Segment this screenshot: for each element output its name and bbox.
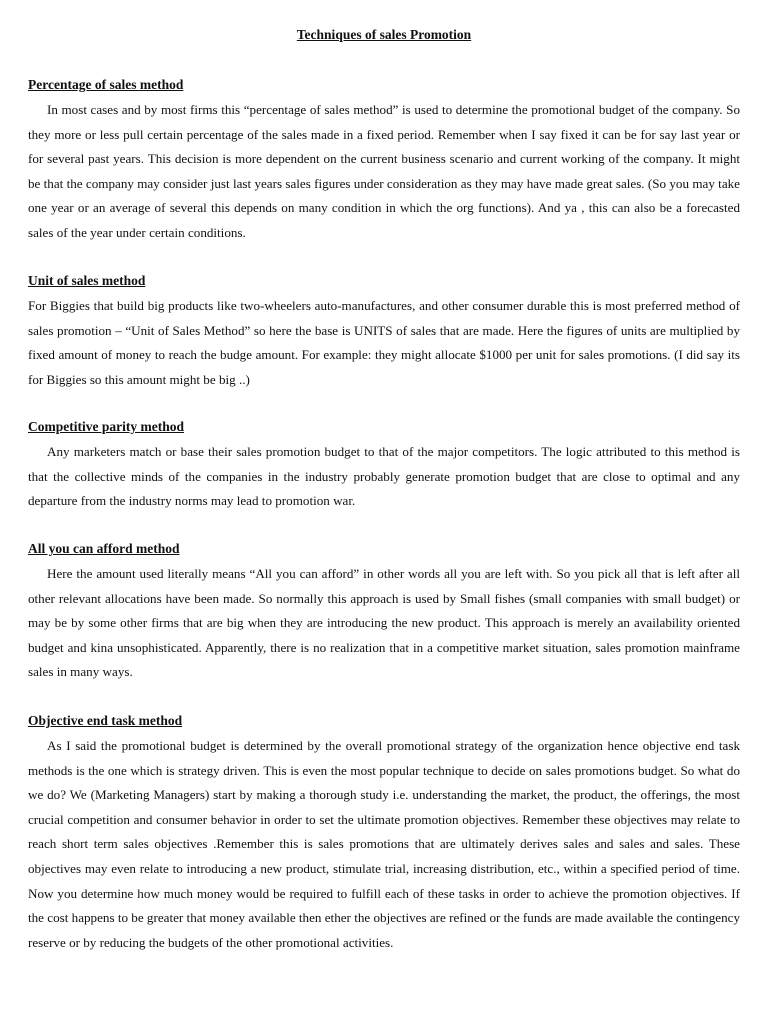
section-objective-end-task	[28, 712, 740, 955]
section-body: As I said the promotional budget is determined by the overall promotional strategy of the organization hence objective end task methods is the one which is strategy driven. This is even the most popular technique to decide on sales promotions budget. So what do we do? We (Marketing Managers) start by making a thorough study i.e. understanding the market, the product, the offerings, the most crucial competition and consumer behavior in order to set the ultimate promotion objectives. Remember these objectives may relate to reach short term sales objectives .Remember this is sales promotions that are ultimately derives sales and sales and sales. These objectives may even relate to introducing a new product, stimulate trial, increasing distribution, etc., within a specified period of time. Now you determine how much money would be required to fulfill each of these tasks in order to achieve the promotion objectives. If the cost happens to be greater that money available then ether the objectives are refined or the funds are made available the contingency reserve or by reducing the budgets of the other promotional activities.	[28, 738, 740, 950]
section-competitive-parity	[28, 418, 740, 514]
section-body: In most cases and by most firms this “percentage of sales method” is used to determine the promotional budget of the company. So they more or less pull certain percentage of the sales made in a fixed period. Remember when I say fixed it can be for say last year or for several past years. This decision is more dependent on the current business scenario and current working of the company. It might be that the company may consider just last years sales figures under consideration as they may have made great sales. (So you may take one year or an average of several this depends on many condition in which the org functions). And ya , this can also be a forecasted sales of the year under certain conditions.	[28, 102, 740, 240]
section-body: For Biggies that build big products like two-wheelers auto-manufactures, and other consumer durable this is most preferred method of sales promotion – “Unit of Sales Method” so here the base is UNITS of sales that are made. Here the figures of units are multiplied by fixed amount of money to reach the budge amount. For example: they might allocate $1000 per unit for sales promotions. (I did say its for Biggies so this amount might be big ..)	[28, 298, 740, 387]
section-heading: All you can afford method	[28, 541, 180, 556]
section-body: Here the amount used literally means “All you can afford” in other words all you are left with. So you pick all that is left after all other relevant allocations have been made. So normally this approach is used by Small fishes (small companies with small budget) or may be by some other firms that are big when they are introducing the new product. This approach is merely an availability oriented budget and kina unsophisticated. Apparently, there is no realization that in a competitive market situation, sales promotion mainframe sales in many ways.	[28, 566, 740, 680]
section-heading: Objective end task method	[28, 713, 183, 728]
section-heading: Unit of sales method	[28, 273, 146, 288]
section-unit-of-sales	[28, 272, 740, 392]
section-all-you-can-afford	[28, 540, 740, 685]
section-body: Any marketers match or base their sales promotion budget to that of the major competitors. The logic attributed to this method is that the collective minds of the companies in the industry probably generate promotion budget that are close to optimal and any departure from the industry norms may lead to promotion war.	[28, 444, 740, 509]
section-percentage-of-sales	[28, 76, 740, 246]
document-title: Techniques of sales Promotion	[296, 27, 472, 42]
section-heading: Percentage of sales method	[28, 77, 184, 92]
section-heading: Competitive parity method	[28, 419, 184, 434]
